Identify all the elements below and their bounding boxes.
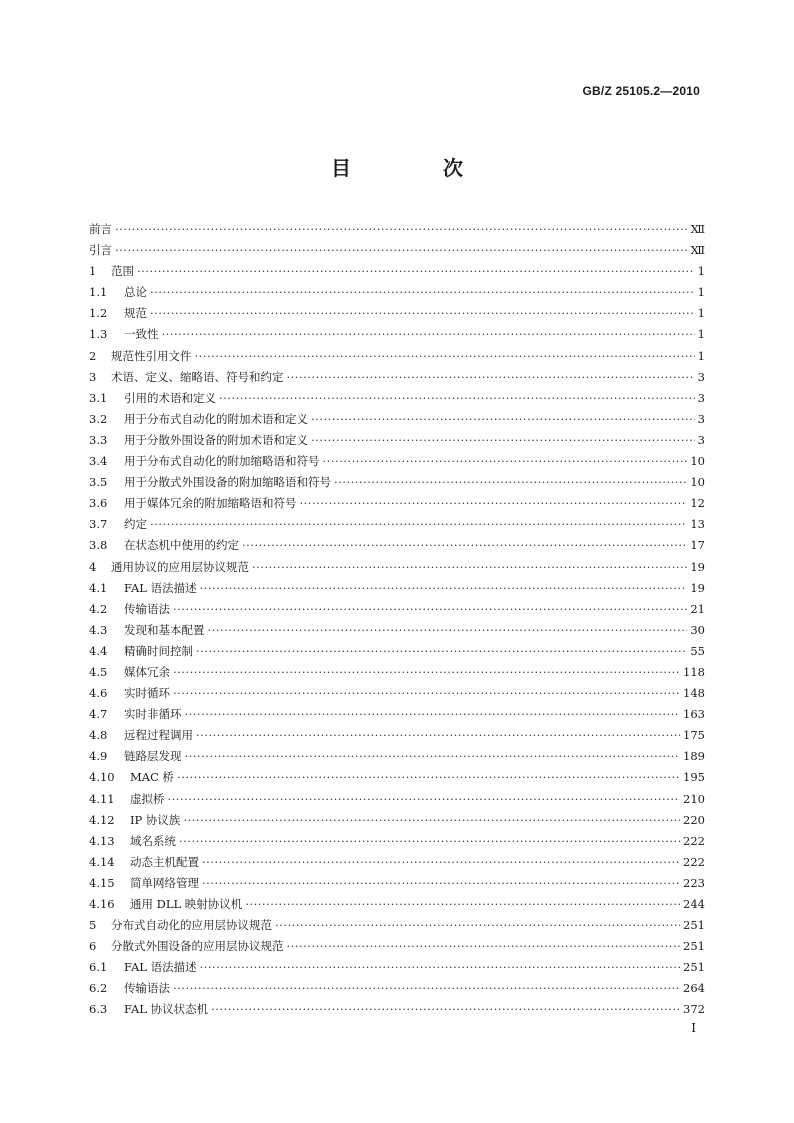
toc-entry[interactable] — [89, 683, 705, 704]
standard-code: GB/Z 25105.2—2010 — [582, 84, 700, 98]
toc-section-number: 6 — [89, 939, 97, 954]
toc-page-number: 372 — [683, 1002, 705, 1017]
toc-dot-leader — [173, 599, 687, 620]
toc-entry-title: IP 协议族 — [130, 812, 181, 827]
toc-dot-leader — [311, 409, 695, 430]
toc-section-number: 3.5 — [89, 475, 108, 490]
toc-section-number: 4.8 — [89, 728, 108, 743]
toc-section-number: 4.10 — [89, 770, 115, 785]
toc-page-number: 19 — [690, 559, 705, 574]
toc-dot-leader — [211, 999, 680, 1020]
toc-dot-leader — [287, 367, 695, 388]
toc-entry-title: 范围 — [111, 264, 134, 279]
toc-section-number: 4.4 — [89, 643, 108, 658]
toc-section-number: 4 — [89, 559, 97, 574]
toc-entry[interactable] — [89, 620, 705, 641]
toc-entry[interactable] — [89, 789, 705, 810]
toc-dot-leader — [183, 810, 680, 831]
toc-dot-leader — [150, 514, 687, 535]
toc-entry-title: 用于分布式自动化的附加术语和定义 — [124, 411, 308, 426]
toc-dot-leader — [162, 324, 695, 345]
toc-section-number: 1 — [89, 264, 97, 279]
toc-page-number: 13 — [690, 517, 705, 532]
toc-dot-leader — [242, 535, 687, 556]
toc-dot-leader — [300, 493, 688, 514]
toc-dot-leader — [311, 430, 695, 451]
toc-page-number: 163 — [683, 707, 705, 722]
toc-dot-leader — [252, 557, 687, 578]
toc-page-number: 10 — [690, 454, 705, 469]
toc-entry-title: 精确时间控制 — [124, 643, 193, 658]
toc-entry-title: 总论 — [124, 285, 147, 300]
toc-entry[interactable] — [89, 472, 705, 493]
toc-page-number: 223 — [683, 875, 705, 890]
toc-page-number: 195 — [683, 770, 705, 785]
toc-dot-leader — [200, 578, 688, 599]
toc-page-number: 220 — [683, 812, 705, 827]
toc-entry[interactable] — [89, 219, 705, 240]
toc-entry[interactable] — [89, 936, 705, 957]
toc-entry-title: 远程过程调用 — [124, 728, 193, 743]
toc-entry[interactable] — [89, 409, 705, 430]
toc-section-number: 4.6 — [89, 686, 108, 701]
toc-entry[interactable] — [89, 831, 705, 852]
toc-page-number: Ⅻ — [690, 243, 705, 258]
toc-entry[interactable] — [89, 915, 705, 936]
toc-entry[interactable] — [89, 894, 705, 915]
toc-entry[interactable] — [89, 599, 705, 620]
toc-entry[interactable] — [89, 324, 705, 345]
toc-page-number: 148 — [683, 686, 705, 701]
toc-page-number: 3 — [697, 369, 705, 384]
toc-entry[interactable] — [89, 261, 705, 282]
toc-section-number: 4.11 — [89, 791, 115, 806]
toc-entry[interactable] — [89, 282, 705, 303]
toc-entry[interactable] — [89, 873, 705, 894]
toc-section-number: 4.9 — [89, 749, 108, 764]
toc-dot-leader — [185, 704, 681, 725]
toc-dot-leader — [202, 873, 680, 894]
toc-entry-title: 实时非循环 — [124, 707, 182, 722]
toc-page-number: 3 — [697, 432, 705, 447]
toc-section-number: 3.1 — [89, 390, 108, 405]
toc-section-number: 6.2 — [89, 981, 108, 996]
toc-dot-leader — [287, 936, 681, 957]
toc-entry[interactable] — [89, 346, 705, 367]
toc-dot-leader — [185, 746, 681, 767]
toc-section-number: 4.2 — [89, 601, 108, 616]
toc-page-number: 222 — [683, 854, 705, 869]
toc-section-number: 3.8 — [89, 538, 108, 553]
toc-entry-title: 发现和基本配置 — [124, 622, 205, 637]
toc-entry-title: 通用 DLL 映射协议机 — [130, 897, 243, 911]
toc-entry-title: MAC 桥 — [130, 770, 175, 785]
table-of-contents — [89, 219, 705, 1021]
toc-dot-leader — [200, 957, 680, 978]
toc-dot-leader — [115, 240, 688, 261]
toc-page-number: 244 — [683, 897, 705, 911]
toc-page-number: 3 — [697, 390, 705, 405]
toc-entry-title: 实时循环 — [124, 686, 170, 701]
toc-entry-title: 用于分布式自动化的附加缩略语和符号 — [124, 454, 320, 469]
toc-entry-title: 术语、定义、缩略语、符号和约定 — [111, 369, 284, 384]
toc-entry-title: 一致性 — [124, 327, 159, 342]
toc-entry[interactable] — [89, 451, 705, 472]
toc-entry-title: FAL 协议状态机 — [124, 1002, 209, 1017]
toc-page-number: 17 — [690, 538, 705, 553]
toc-dot-leader — [196, 641, 687, 662]
toc-entry-title: 前言 — [89, 222, 112, 236]
toc-entry-title: 规范 — [124, 306, 147, 321]
toc-entry[interactable] — [89, 767, 705, 788]
toc-page-number: 118 — [683, 664, 705, 679]
toc-section-number: 5 — [89, 918, 97, 933]
toc-dot-leader — [202, 852, 680, 873]
toc-section-number: 3.4 — [89, 454, 108, 469]
toc-page-number: 1 — [697, 327, 705, 342]
toc-dot-leader — [177, 767, 680, 788]
toc-section-number: 3.7 — [89, 517, 108, 532]
toc-page-number: 251 — [683, 918, 705, 933]
toc-entry[interactable] — [89, 535, 705, 556]
toc-page-number: 1 — [697, 285, 705, 300]
toc-section-number: 1.3 — [89, 327, 108, 342]
toc-dot-leader — [115, 219, 688, 240]
toc-entry[interactable] — [89, 957, 705, 978]
toc-page-number: 251 — [683, 960, 705, 975]
toc-entry[interactable] — [89, 557, 705, 578]
toc-entry-title: 传输语法 — [124, 601, 170, 616]
toc-dot-leader — [323, 451, 688, 472]
toc-entry[interactable] — [89, 810, 705, 831]
toc-dot-leader — [173, 662, 680, 683]
toc-page-number: 12 — [690, 496, 705, 511]
toc-dot-leader — [173, 978, 680, 999]
toc-entry[interactable] — [89, 725, 705, 746]
toc-entry-title: 虚拟桥 — [130, 791, 165, 806]
toc-section-number: 4.5 — [89, 664, 108, 679]
toc-entry[interactable] — [89, 578, 705, 599]
toc-dot-leader — [196, 725, 680, 746]
toc-section-number: 4.15 — [89, 875, 115, 890]
toc-section-number: 4.16 — [89, 897, 115, 911]
toc-section-number: 6.3 — [89, 1002, 108, 1017]
toc-page-number: 189 — [683, 749, 705, 764]
toc-entry-title: 在状态机中使用的约定 — [124, 538, 239, 553]
toc-entry[interactable] — [89, 367, 705, 388]
toc-entry-title: 动态主机配置 — [130, 854, 199, 869]
toc-section-number: 4.12 — [89, 812, 115, 827]
toc-section-number: 1.2 — [89, 306, 108, 321]
toc-dot-leader — [219, 388, 695, 409]
toc-section-number: 1.1 — [89, 285, 108, 300]
toc-entry[interactable] — [89, 514, 705, 535]
toc-page-number: 210 — [683, 791, 705, 806]
toc-entry-title: 域名系统 — [130, 833, 176, 848]
toc-page-number: 175 — [683, 728, 705, 743]
toc-section-number: 3.3 — [89, 432, 108, 447]
toc-page-number: 1 — [697, 264, 705, 279]
toc-entry-title: 通用协议的应用层协议规范 — [111, 559, 249, 574]
toc-page-number: 10 — [690, 475, 705, 490]
toc-dot-leader — [137, 261, 695, 282]
toc-page-number: 30 — [690, 622, 705, 637]
toc-entry-title: 用于媒体冗余的附加缩略语和符号 — [124, 496, 297, 511]
toc-dot-leader — [150, 303, 695, 324]
toc-section-number: 4.1 — [89, 580, 108, 595]
toc-section-number: 4.3 — [89, 622, 108, 637]
toc-entry-title: 约定 — [124, 517, 147, 532]
toc-entry-title: 引用的术语和定义 — [124, 390, 216, 405]
toc-entry-title: 分布式自动化的应用层协议规范 — [111, 918, 272, 933]
toc-section-number: 4.7 — [89, 707, 108, 722]
toc-entry[interactable] — [89, 493, 705, 514]
toc-section-number: 6.1 — [89, 960, 108, 975]
toc-entry[interactable] — [89, 852, 705, 873]
toc-entry-title: 引言 — [89, 243, 112, 258]
toc-dot-leader — [275, 915, 680, 936]
toc-dot-leader — [179, 831, 680, 852]
toc-section-number: 3 — [89, 369, 97, 384]
toc-dot-leader — [334, 472, 687, 493]
toc-entry[interactable] — [89, 641, 705, 662]
toc-page-number: 3 — [697, 411, 705, 426]
toc-dot-leader — [245, 894, 680, 915]
toc-page-number: 222 — [683, 833, 705, 848]
toc-section-number: 3.2 — [89, 411, 108, 426]
toc-page-number: Ⅻ — [690, 222, 705, 236]
toc-entry-title: FAL 语法描述 — [124, 580, 197, 595]
toc-entry-title: FAL 语法描述 — [124, 960, 197, 975]
toc-entry[interactable] — [89, 978, 705, 999]
toc-entry[interactable] — [89, 240, 705, 261]
toc-entry[interactable] — [89, 430, 705, 451]
toc-page-number: 264 — [683, 981, 705, 996]
toc-entry[interactable] — [89, 303, 705, 324]
toc-section-number: 4.14 — [89, 854, 115, 869]
page-title: 目 次 — [331, 156, 499, 180]
toc-page-number: 251 — [683, 939, 705, 954]
toc-dot-leader — [173, 683, 680, 704]
toc-page-number: 1 — [697, 306, 705, 321]
toc-section-number: 2 — [89, 348, 97, 363]
toc-entry[interactable] — [89, 999, 705, 1020]
toc-entry[interactable] — [89, 746, 705, 767]
toc-entry-title: 用于分散式外围设备的附加缩略语和符号 — [124, 475, 331, 490]
toc-page-number: 55 — [690, 643, 705, 658]
toc-entry[interactable] — [89, 662, 705, 683]
toc-entry-title: 分散式外围设备的应用层协议规范 — [111, 939, 284, 954]
toc-page-number: 19 — [690, 580, 705, 595]
toc-entry[interactable] — [89, 388, 705, 409]
toc-page-number: 21 — [690, 601, 705, 616]
toc-entry-title: 链路层发现 — [124, 749, 182, 764]
page-number: Ⅰ — [691, 1021, 696, 1035]
toc-entry-title: 传输语法 — [124, 981, 170, 996]
toc-section-number: 3.6 — [89, 496, 108, 511]
toc-dot-leader — [208, 620, 688, 641]
toc-entry[interactable] — [89, 704, 705, 725]
toc-entry-title: 简单网络管理 — [130, 875, 199, 890]
toc-entry-title: 用于分散外围设备的附加术语和定义 — [124, 432, 308, 447]
toc-section-number: 4.13 — [89, 833, 115, 848]
toc-dot-leader — [150, 282, 695, 303]
toc-entry-title: 规范性引用文件 — [111, 348, 192, 363]
toc-page-number: 1 — [697, 348, 705, 363]
toc-entry-title: 媒体冗余 — [124, 664, 170, 679]
toc-dot-leader — [168, 789, 681, 810]
toc-dot-leader — [195, 346, 695, 367]
